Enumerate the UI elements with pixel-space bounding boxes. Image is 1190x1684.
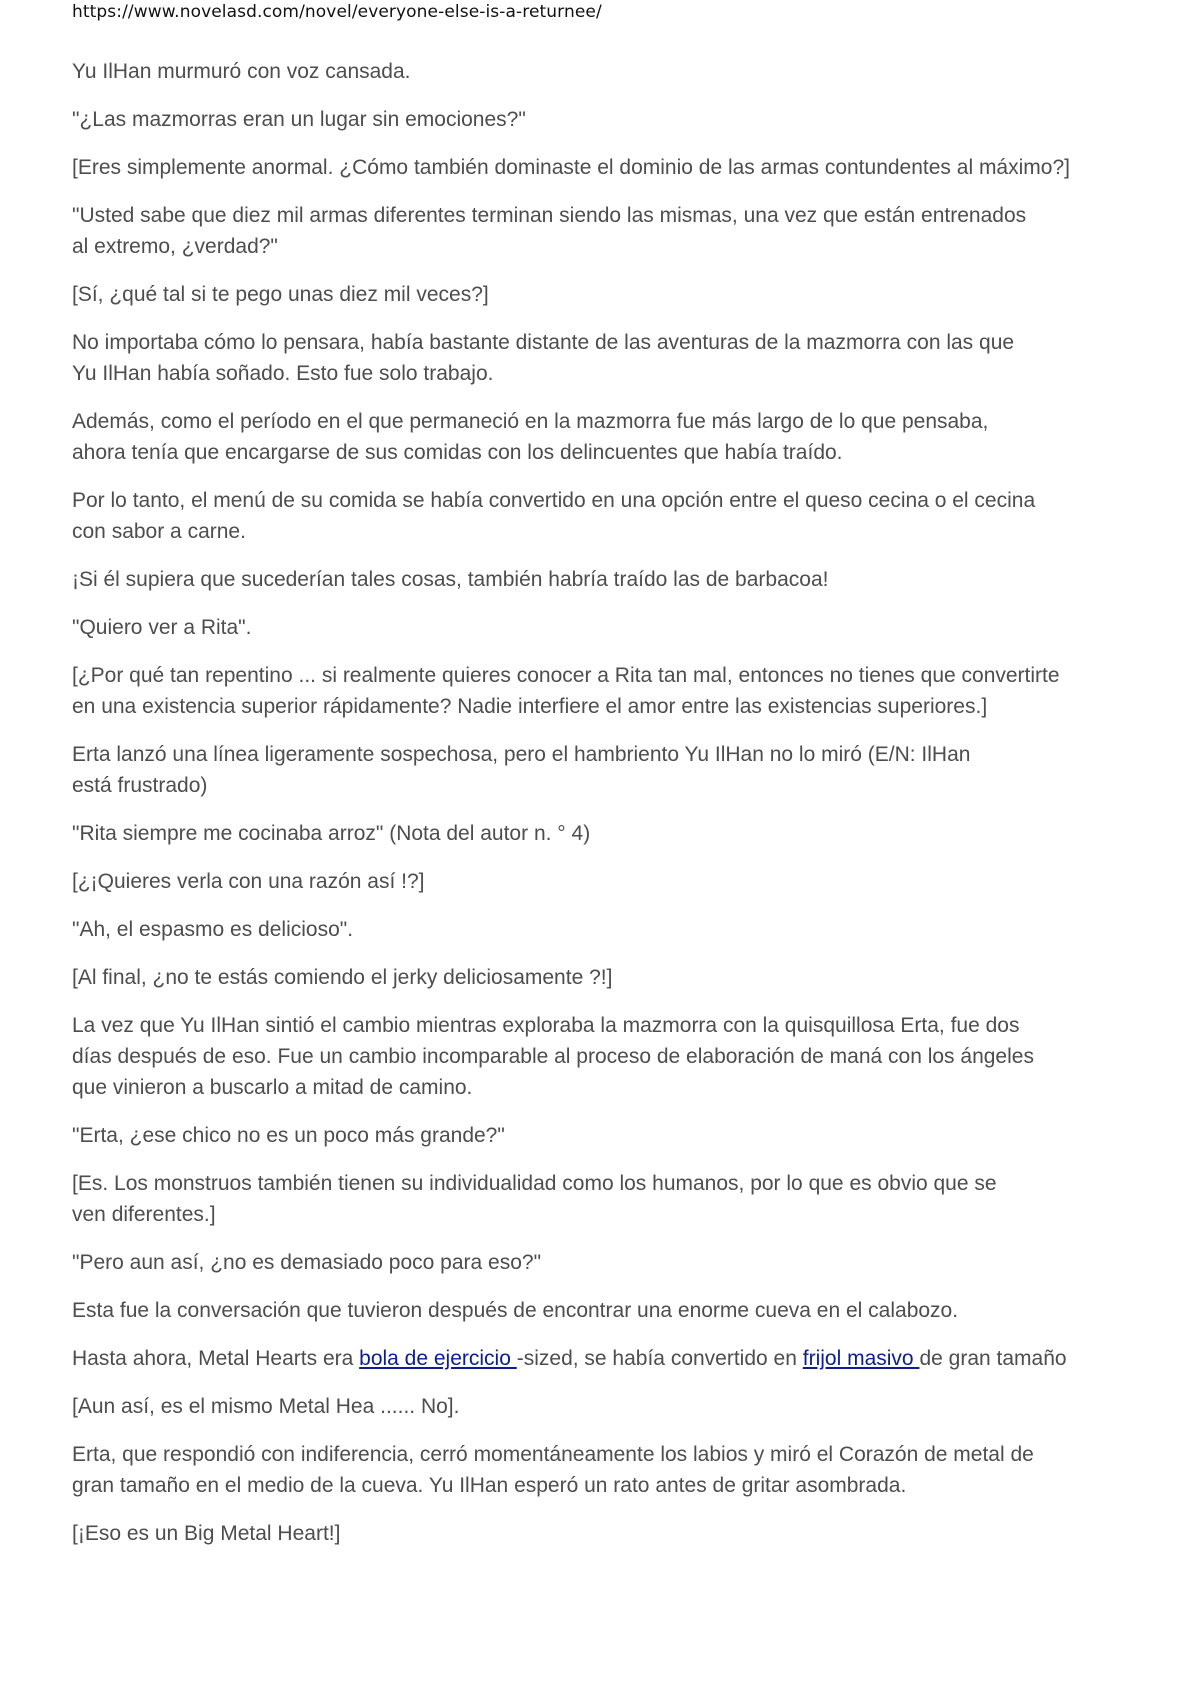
paragraph [72, 739, 1132, 801]
paragraph-line: La vez que Yu IlHan sintió el cambio mientras exploraba la mazmorra con la quisquillosa Erta, fue dos [72, 1014, 1020, 1037]
paragraph [72, 564, 1132, 595]
paragraph [72, 818, 1132, 849]
paragraph-line: [¿¡Quieres verla con una razón así !?] [72, 870, 425, 893]
paragraph [72, 1168, 1132, 1230]
paragraph [72, 1120, 1132, 1151]
paragraph [72, 612, 1132, 643]
paragraph [72, 962, 1132, 993]
paragraph [72, 660, 1132, 722]
paragraph-line: "Ah, el espasmo es delicioso". [72, 918, 354, 941]
paragraph-line: ¡Si él supiera que sucederían tales cosas, también habría traído las de barbacoa! [72, 568, 829, 591]
paragraph-line: "Pero aun así, ¿no es demasiado poco para eso?" [72, 1251, 542, 1274]
paragraph [72, 1295, 1132, 1326]
paragraph-line: Yu IlHan había soñado. Esto fue solo trabajo. [72, 362, 494, 385]
paragraph-line: [Eres simplemente anormal. ¿Cómo también dominaste el dominio de las armas contundentes al máximo?] [72, 156, 1070, 179]
paragraph-line: que vinieron a buscarlo a mitad de camino. [72, 1076, 473, 1099]
paragraph [72, 1439, 1132, 1501]
paragraph-line: está frustrado) [72, 774, 208, 797]
paragraph-line: gran tamaño en el medio de la cueva. Yu IlHan esperó un rato antes de gritar asombrada. [72, 1474, 907, 1497]
link-paragraph-middle: -sized, se había convertido en [516, 1347, 803, 1370]
paragraph [72, 327, 1132, 389]
paragraph-line: "Quiero ver a Rita". [72, 616, 252, 639]
paragraph [72, 1391, 1132, 1422]
link-paragraph-before: Hasta ahora, Metal Hearts era [72, 1347, 360, 1370]
paragraph-line: [Aun así, es el mismo Metal Hea ...... No]. [72, 1395, 460, 1418]
paragraph-line: ahora tenía que encargarse de sus comidas con los delincuentes que había traído. [72, 441, 843, 464]
chapter-text [72, 56, 1132, 1566]
paragraph [72, 485, 1132, 547]
paragraph-line: Esta fue la conversación que tuvieron después de encontrar una enorme cueva en el calabozo. [72, 1299, 959, 1322]
paragraph-line: No importaba cómo lo pensara, había bastante distante de las aventuras de la mazmorra con las que [72, 331, 1015, 354]
link-paragraph-after: de gran tamaño [919, 1347, 1067, 1370]
paragraph-line: con sabor a carne. [72, 520, 246, 543]
paragraph [72, 56, 1132, 87]
paragraph-line: "Rita siempre me cocinaba arroz" (Nota del autor n. ° 4) [72, 822, 591, 845]
paragraph-line: [Es. Los monstruos también tienen su individualidad como los humanos, por lo que es obvio que se [72, 1172, 997, 1195]
paragraph-line: [Sí, ¿qué tal si te pego unas diez mil veces?] [72, 283, 489, 306]
paragraph [72, 1247, 1132, 1278]
paragraph-line: [¿Por qué tan repentino ... si realmente quieres conocer a Rita tan mal, entonces no tienes que convertirte [72, 664, 1060, 687]
paragraph [72, 152, 1132, 183]
paragraph-line: "¿Las mazmorras eran un lugar sin emociones?" [72, 108, 526, 131]
paragraph-line: Por lo tanto, el menú de su comida se había convertido en una opción entre el queso cecina o el cecina [72, 489, 1036, 512]
paragraph-with-links [72, 1343, 1132, 1374]
paragraph-line: en una existencia superior rápidamente? Nadie interfiere el amor entre las existencias superiores.] [72, 695, 988, 718]
link-bola-de-ejercicio[interactable]: bola de ejercicio [359, 1347, 517, 1370]
paragraph-line: ven diferentes.] [72, 1203, 216, 1226]
paragraph [72, 104, 1132, 135]
paragraph-line: Erta lanzó una línea ligeramente sospechosa, pero el hambriento Yu IlHan no lo miró (E/N: IlHan [72, 743, 971, 766]
page-url: https://www.novelasd.com/novel/everyone-else-is-a-returnee/ [72, 2, 602, 22]
paragraph [72, 866, 1132, 897]
paragraph [72, 279, 1132, 310]
link-frijol-masivo[interactable]: frijol masivo [802, 1347, 920, 1370]
paragraph-line: [¡Eso es un Big Metal Heart!] [72, 1522, 341, 1545]
paragraph [72, 914, 1132, 945]
paragraph-line: al extremo, ¿verdad?" [72, 235, 278, 258]
paragraph-line: Además, como el período en el que permaneció en la mazmorra fue más largo de lo que pensaba, [72, 410, 989, 433]
paragraph-line: "Erta, ¿ese chico no es un poco más grande?" [72, 1124, 505, 1147]
paragraph-line: "Usted sabe que diez mil armas diferentes terminan siendo las mismas, una vez que están entrenados [72, 204, 1027, 227]
paragraph [72, 1518, 1132, 1549]
paragraph [72, 406, 1132, 468]
paragraph [72, 1010, 1132, 1103]
paragraph-line: [Al final, ¿no te estás comiendo el jerky deliciosamente ?!] [72, 966, 613, 989]
paragraph-line: Yu IlHan murmuró con voz cansada. [72, 60, 411, 83]
paragraph-line: días después de eso. Fue un cambio incomparable al proceso de elaboración de maná con los ángeles [72, 1045, 1034, 1068]
paragraph [72, 200, 1132, 262]
paragraph-line: Erta, que respondió con indiferencia, cerró momentáneamente los labios y miró el Corazón de metal de [72, 1443, 1034, 1466]
